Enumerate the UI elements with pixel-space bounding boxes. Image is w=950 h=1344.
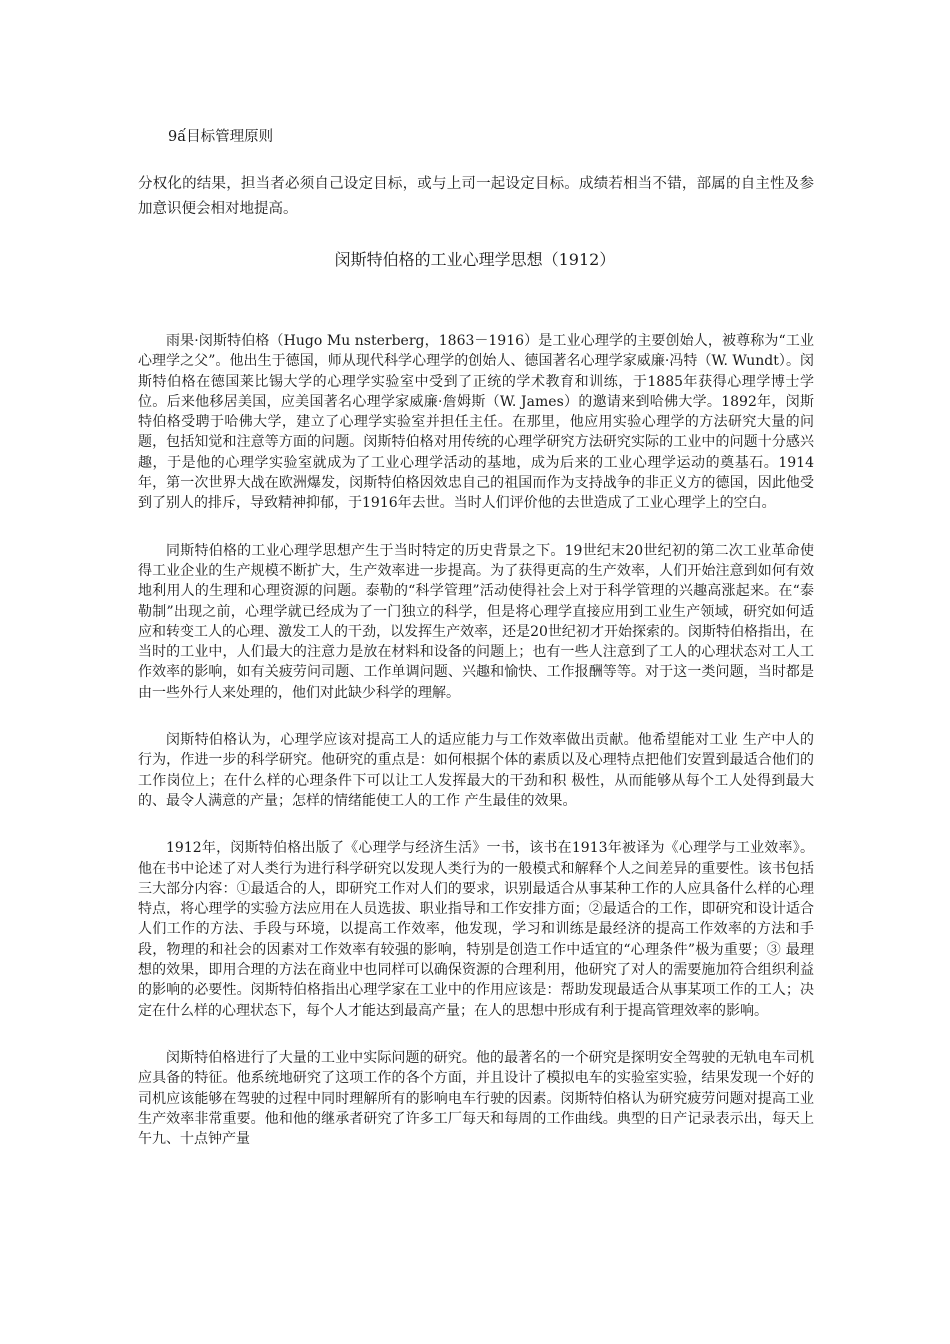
article-body xyxy=(138,331,814,1176)
section-title: 闵斯特伯格的工业心理学思想（1912） xyxy=(334,250,616,269)
running-head: 9ấ目标管理原则 xyxy=(168,129,274,145)
paragraph-biography: 雨果·闵斯特伯格（Hugo Mu nsterberg，1863－1916）是工业心理学的主要创始人，被尊称为“工业心理学之父”。他出生于德国，师从现代科学心理学的创始人、德国著名心理学家威廉·冯特（W. Wundt）。闵斯特伯格在德国莱比锡大学的心理学实验室中受到了正统的学术教育和训练，于1885年获得心理学博士学位。后来他移居美国，应美国著名心理学家威廉·詹姆斯（W. James）的邀请来到哈佛大学。1892年，闵斯特伯格受聘于哈佛大学，建立了心理学实验室并担任主任。在那里，他应用实验心理学的方法研究大量的问题，包括知觉和注意等方面的问题。闵斯特伯格对用传统的心理学研究方法研究实际的工业中的问题十分感兴趣，于是他的心理学实验室就成为了工业心理学活动的基地，成为后来的工业心理学运动的奠基石。1914年，第一次世界大战在欧洲爆发，闵斯特伯格因效忠自己的祖国而作为支持战争的非正义方的德国，因此他受到了别人的排斥，导致精神抑郁，于1916年去世。当时人们评价他的去世造成了工业心理学上的空白。 xyxy=(138,333,814,512)
paragraph-research-focus: 闵斯特伯格认为，心理学应该对提高工人的适应能力与工作效率做出贡献。他希望能对工业 生产中人的行为，作进一步的科学研究。他研究的重点是：如何根据个体的素质以及心理特点把他们安置到最适合他们的工作岗位上；在什么样的心理条件下可以让工人发挥最大的干劲和积 极性，从而能够从每个工人处得到最大的、最令人满意的产量；怎样的情绪能使工人的工作 产生最佳的效果。 xyxy=(138,732,814,809)
intro-paragraph: 分权化的结果，担当者必须自己设定目标，或与上司一起设定目标。成绩若相当不错，部属的自主性及参加意识便会相对地提高。 xyxy=(138,176,814,217)
paragraph-background: 同斯特伯格的工业心理学思想产生于当时特定的历史背景之下。19世纪末20世纪初的第二次工业革命使得工业企业的生产规模不断扩大，生产效率进一步提高。为了获得更高的生产效率，人们开始注意到如何有效地利用人的生理和心理资源的问题。泰勒的“科学管理”活动使得社会上对于科学管理的兴趣高涨起来。在“泰勒制”出现之前，心理学就已经成为了一门独立的科学，但是将心理学直接应用到工业生产领域，研究如何适应和转变工人的心理、激发工人的干劲，以发挥生产效率，还是20世纪初才开始探索的。闵斯特伯格指出，在当时的工业中，人们最大的注意力是放在材料和设备的问题上；也有一些人注意到了工人的心理状态对工人工作效率的影响，如有关疲劳问司题、工作单调问题、兴趣和愉快、工作报酬等等。对于这一类问题，当时都是由一些外行人来处理的，他们对此缺少科学的理解。 xyxy=(138,542,814,701)
paragraph-studies: 闵斯特伯格进行了大量的工业中实际问题的研究。他的最著名的一个研究是探明安全驾驶的无轨电车司机应具备的特征。他系统地研究了这项工作的各个方面，并且设计了模拟电车的实验室实验，结果发现一个好的司机应该能够在驾驶的过程中同时理解所有的影响电车行驶的因素。闵斯特伯格认为研究疲劳问题对提高工业生产效率非常重要。他和他的继承者研究了许多工厂每天和每周的工作曲线。典型的日产记录表示出，每天上午九、十点钟产量 xyxy=(138,1049,814,1148)
paragraph-book: 1912年，闵斯特伯格出版了《心理学与经济生活》一书，该书在1913年被译为《心理学与工业效率》。他在书中论述了对人类行为进行科学研究以发现人类行为的一般模式和解释个人之间差异的重要性。该书包括三大部分内容：①最适合的人，即研究工作对人们的要求，识别最适合从事某种工作的人应具备什么样的心理特点，将心理学的实验方法应用在人员选拔、职业指导和工作安排方面；②最适合的工作，即研究和设计适合人们工作的方法、手段与环境，以提高工作效率，他发现，学习和训练是最经济的提高工作效率的方法和手段，物理的和社会的因素对工作效率有较强的影响，特别是创造工作中适宜的“心理条件”极为重要；③ 最理想的效果，即用合理的方法在商业中也同样可以确保资源的合理利用，他研究了对人的需要施加符合组织利益的影响的必要性。闵斯特伯格指出心理学家在工业中的作用应该是：帮助发现最适合从事某项工作的工人；决定在什么样的心理状态下，每个人才能达到最高产量；在人的思想中形成有利于提高管理效率的影响。 xyxy=(138,840,814,1019)
